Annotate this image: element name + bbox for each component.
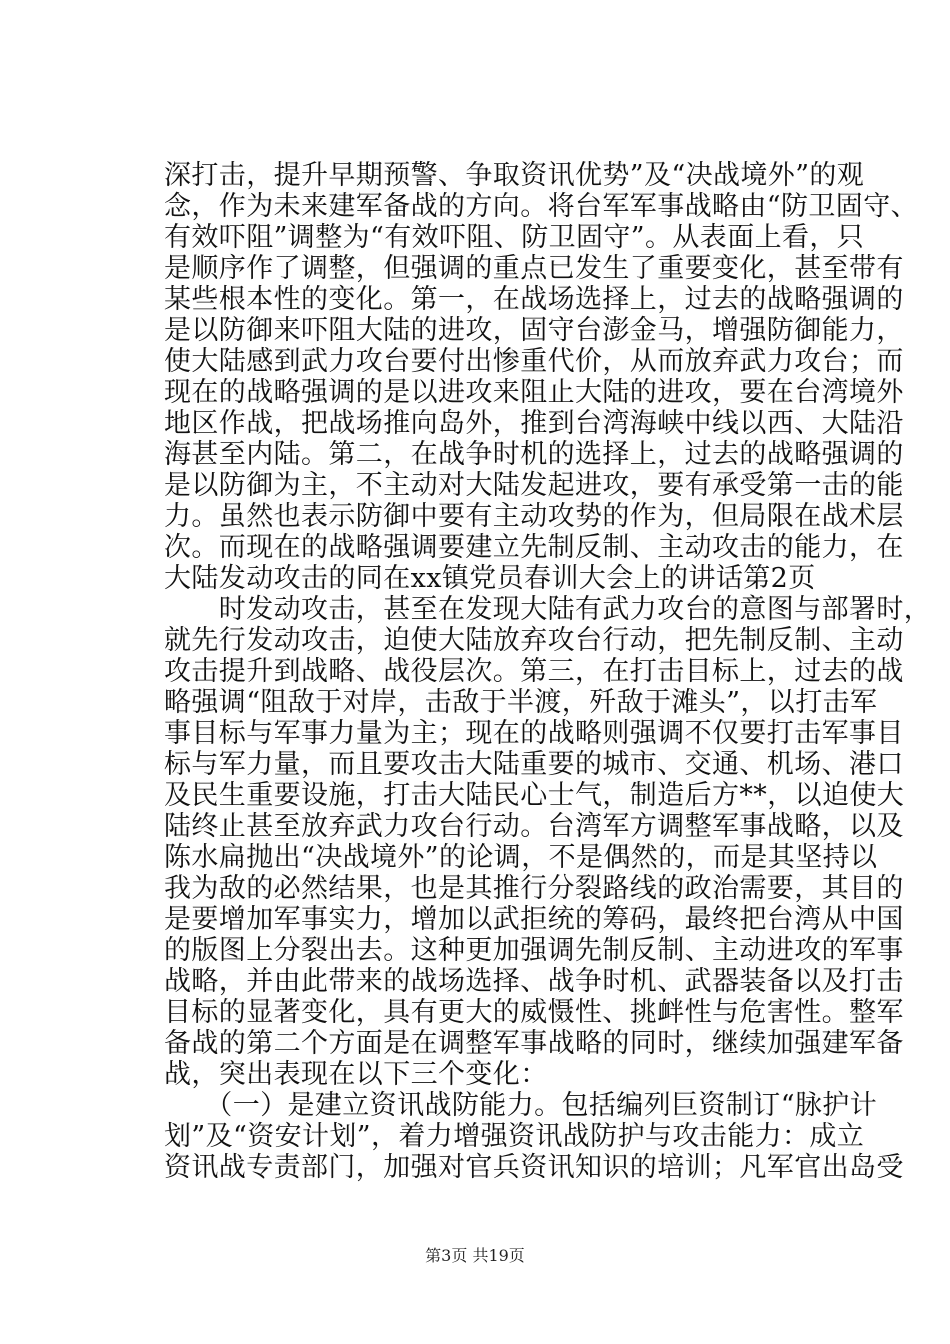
text-line: 划”及“资安计划”，着力增强资讯战防护与攻击能力：成立	[164, 1121, 865, 1152]
text-line: 是以防御为主，不主动对大陆发起进攻，要有承受第一击的能	[164, 470, 904, 501]
page-number-label: 第3页 共19页	[425, 1246, 525, 1265]
text-line: 力。虽然也表示防御中要有主动攻势的作为，但局限在战术层	[164, 501, 904, 532]
document-body	[164, 160, 932, 1183]
text-line: 就先行发动攻击，迫使大陆放弃攻台行动，把先制反制、主动	[164, 625, 904, 656]
text-line: 战，突出表现在以下三个变化：	[164, 1059, 548, 1090]
text-line: 目标的显著变化，具有更大的威慑性、挑衅性与危害性。整军	[164, 997, 904, 1028]
text-line: 时发动攻击，甚至在发现大陆有武力攻台的意图与部署时，	[164, 594, 932, 625]
text-line: 使大陆感到武力攻台要付出惨重代价，从而放弃武力攻台；而	[164, 346, 904, 377]
text-line: 是以防御来吓阻大陆的进攻，固守台澎金马，增强防御能力，	[164, 315, 904, 346]
text-line: 略强调“阻敌于对岸，击敌于半渡，歼敌于滩头”，以打击军	[164, 687, 878, 718]
text-line: 的版图上分裂出去。这种更加强调先制反制、主动进攻的军事	[164, 935, 904, 966]
text-line: 某些根本性的变化。第一，在战场选择上，过去的战略强调的	[164, 284, 904, 315]
text-line: 战略，并由此带来的战场选择、战争时机、武器装备以及打击	[164, 966, 904, 997]
text-line: 标与军力量，而且要攻击大陆重要的城市、交通、机场、港口	[164, 749, 904, 780]
text-line: 是要增加军事实力，增加以武拒统的筹码，最终把台湾从中国	[164, 904, 904, 935]
text-line: 是顺序作了调整，但强调的重点已发生了重要变化，甚至带有	[164, 253, 904, 284]
text-line: 备战的第二个方面是在调整军事战略的同时，继续加强建军备	[164, 1028, 904, 1059]
text-line: 及民生重要设施，打击大陆民心士气，制造后方**，以迫使大	[164, 780, 905, 811]
text-line: （一）是建立资讯战防能力。包括编列巨资制订“脉护计	[164, 1090, 878, 1121]
text-line: 资讯战专责部门，加强对官兵资讯知识的培训；凡军官出岛受	[164, 1152, 904, 1183]
text-line: 陈水扁抛出“决战境外”的论调，不是偶然的，而是其坚持以	[164, 842, 878, 873]
text-line: 念，作为未来建军备战的方向。将台军军事战略由“防卫固守、	[164, 191, 919, 222]
text-line: 大陆发动攻击的同在xx镇党员春训大会上的讲话第2页	[164, 563, 816, 594]
text-line: 次。而现在的战略强调要建立先制反制、主动攻击的能力，在	[164, 532, 904, 563]
page-footer	[0, 1246, 950, 1266]
text-line: 现在的战略强调的是以进攻来阻止大陆的进攻，要在台湾境外	[164, 377, 904, 408]
text-line: 攻击提升到战略、战役层次。第三，在打击目标上，过去的战	[164, 656, 904, 687]
text-line: 地区作战，把战场推向岛外，推到台湾海峡中线以西、大陆沿	[164, 408, 904, 439]
text-line: 海甚至内陆。第二，在战争时机的选择上，过去的战略强调的	[164, 439, 904, 470]
text-line: 事目标与军事力量为主；现在的战略则强调不仅要打击军事目	[164, 718, 904, 749]
text-line: 有效吓阻”调整为“有效吓阻、防卫固守”。从表面上看，只	[164, 222, 865, 253]
text-line: 陆终止甚至放弃武力攻台行动。台湾军方调整军事战略，以及	[164, 811, 904, 842]
text-line: 深打击，提升早期预警、争取资讯优势”及“决战境外”的观	[164, 160, 865, 191]
text-line: 我为敌的必然结果，也是其推行分裂路线的政治需要，其目的	[164, 873, 904, 904]
